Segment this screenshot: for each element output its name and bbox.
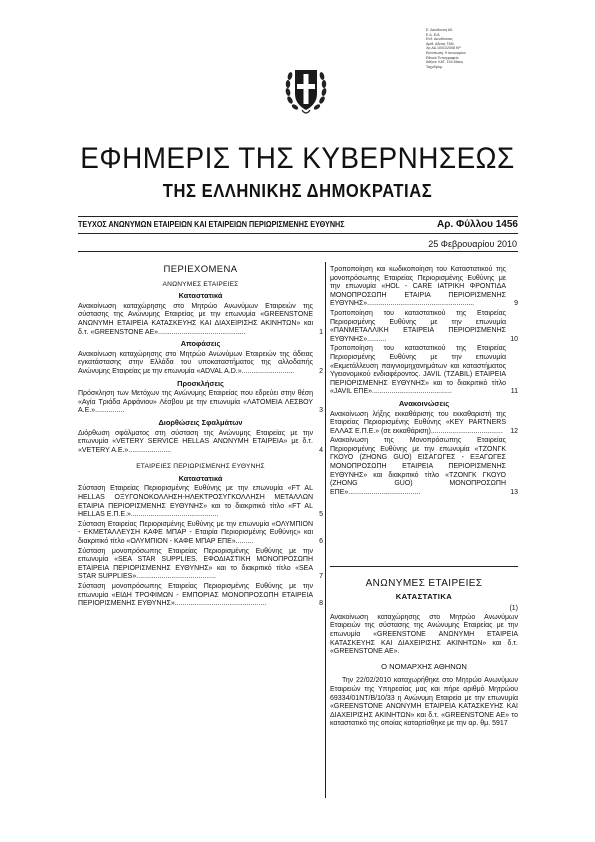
contents-entry[interactable]: Ανακοίνωση καταχώρησης στο Μητρώο Ανωνύμων Εταιρειών της άδειας εγκατάστασης στην Ελλάδα του υποκαταστήματος της αλλοδαπής Ανώνυμης Εταιρείας με την επωνυμία «ADVAL A.D.»........................... 2 [78, 350, 323, 375]
issue-type: ΤΕΥΧΟΣ ΑΝΩΝΥΜΩΝ ΕΤΑΙΡΕΙΩΝ ΚΑΙ ΕΤΑΙΡΕΙΩΝ ΠΕΡΙΩΡΙΣΜΕΝΗΣ ΕΥΘΥΝΗΣ [78, 220, 345, 229]
sub-katastatika: Καταστατικά [178, 291, 223, 301]
imprint-line: Ταχυδρόμ. [426, 64, 443, 69]
right-column [330, 266, 518, 498]
contents-entry[interactable]: Σύσταση Εταιρείας Περιορισμένης Ευθύνης με την επωνυμία «ΟΛΥΜΠΙΟΝ - ΕΚΜΕΤΑΛΛΕΥΣΗ ΚΑΦΕ ΜΠΑΡ - Εταιρία Περιορισμένης Ευθύνης» και διακριτικό τίτλο «ΟΛΥΜΠΙΟΝ - ΚΑΦΕ ΜΠΑΡ ΕΠΕ»......... 6 [78, 520, 323, 546]
contents-entry[interactable]: Ανακοίνωση καταχώρησης στο Μητρώο Ανωνύμων Εταιρειών της σύστασης της Ανώνυμης Εταιρείας με την επωνυμία «GREENSTONE ΑΝΩΝΥΜΗ ΕΤΑΙΡΕΙΑ ΚΑΤΑΣΚΕΥΗΣ ΚΑΙ ΔΙΑΧΕΙΡΙΣΗΣ ΑΚΙΝΗΤΩΝ» και δ.τ. «GREENSTONE AE»............................................. 1 [78, 302, 323, 336]
sub-apofaseis: Αποφάσεις [180, 339, 221, 349]
page-number: 12 [510, 427, 518, 435]
announcement-title: Ανακοίνωση καταχώρησης στο Μητρώο Ανωνύμων Εταιρειών της σύστασης της Ανώνυμης Εταιρείας με την επωνυμία «GREENSTONE ΑΝΩΝΥΜΗ ΕΤΑΙΡΕΙΑ ΚΑΤΑΣΚΕΥΗΣ ΚΑΙ ΔΙΑΧΕΙΡΙΣΗΣ ΑΚΙΝΗΤΩΝ» και δ.τ. «GREENSTONE AE». [330, 613, 518, 656]
imprint-line: Ενδ. Διευθύνσεις [426, 37, 453, 42]
page-number: 10 [510, 335, 518, 343]
imprint-line: Ε. Διεύθυνση Αδ. [426, 28, 454, 32]
contents-entry[interactable]: Διόρθωση σφάλματος στη σύσταση της Ανώνυμης Εταιρείας με την επωνυμία «VETERY SERVICE HELLAS ΑΝΩΝΥΜΗ ΕΤΑΙΡΕΙΑ» με δ.τ. «VETERY A.E.»...................... 4 [78, 429, 323, 454]
imprint-line: Εθνικό Τυπογραφείο [426, 55, 459, 60]
page-number: 11 [510, 388, 518, 396]
body-text [330, 580, 518, 735]
body-sub-heading: ΚΑΤΑΣΤΑΤΙΚΑ [395, 591, 453, 601]
date-rule [78, 251, 518, 252]
authority: Ο ΝΟΜΑΡΧΗΣ ΑΘΗΝΩΝ [381, 661, 467, 671]
print-imprint [426, 28, 484, 69]
gazette-title: ΕΦΗΜΕΡΙΣ ΤΗΣ ΚΥΒΕΡΝΗΣΕΩΣ [80, 142, 515, 175]
contents-entry[interactable]: Σύσταση Εταιρείας Περιορισμένης Ευθύνης με την επωνυμία «FT AL HELLAS ΟΞΥΓΟΝΟΚΟΛΛΗΣΗ-ΗΛΕΚΤΡΟΣΥΓΚΟΛΛΗΣΗ ΜΕΤΑΛΛΩΝ ΕΤΑΙΡΙΑ ΠΕΡΙΟΡΙΣΜΕΝΗΣ ΕΥΘΥΝΗΣ» και το διακριτικό τίτλο «FT AL HELLAS Ε.Π.Ε.»............................................. 5 [78, 485, 323, 519]
imprint-line: Αθήνα: ΚΑΤ. 104 Μάιος [426, 60, 464, 65]
page-number: 13 [510, 488, 518, 496]
contents-entry[interactable]: Σύσταση μονοπρόσωπης Εταιρείας Περιορισμένης Ευθύνης με την επωνυμία «ΕΙΔΗ ΤΡΟΦΙΜΩΝ - ΕΜΠΟΡΙΑΣ ΜΟΝΟΠΡΟΣΩΠΗ ΕΤΑΙΡΕΙΑ ΠΕΡΙΟΡΙΣΜΕΝΗΣ ΕΥΘΥΝΗΣ»............................................... 8 [78, 583, 323, 608]
page-number: 7 [319, 573, 323, 581]
sub-proskliseis: Προσκλήσεις [177, 378, 224, 388]
contents-entry[interactable]: Ανακοίνωση λήξης εκκαθάρισης του εκκαθαριστή της Εταιρείας Περιορισμένης Ευθύνης «KEY PARTNERS ΕΛΛΑΣ Ε.Π.Ε.» (σε εκκαθάριση)..................................... 12 [330, 410, 518, 435]
contents-column [78, 266, 323, 610]
page-number: 9 [514, 300, 518, 308]
gazette-subtitle: ΤΗΣ ΕΛΛΗΝΙΚΗΣ ΔΗΜΟΚΡΑΤΙΑΣ [162, 181, 433, 201]
contents-entry[interactable]: Ανακοίνωση της Μονοπρόσωπης Εταιρείας Περιορισμένης Ευθύνης με την επωνυμία «ΤΖΟΝΓΚ ΓΚΟΥΟ (ZHONG GUO) ΕΙΣΑΓΩΓΕΣ - ΕΞΑΓΩΓΕΣ ΜΟΝΟΠΡΟΣΩΠΗ ΕΤΑΙΡΕΙΑ ΠΕΡΙΟΡΙΣΜΕΝΗΣ ΕΥΘΥΝΗΣ» και διακριτικό τίτλο «ΤΖΟΝΓΚ ΓΚΟΥΟ (ZHONG GUO) ΜΟΝΟΠΡΟΣΩΠΗ ΕΠΕ»..................................... 13 [330, 437, 518, 496]
sub-katastatika-epe: Καταστατικά [178, 473, 223, 483]
coat-of-arms-icon [284, 60, 328, 120]
contents-end-rule [330, 566, 518, 567]
imprint-line: Ε.Δ. Ε/Α [426, 32, 440, 37]
sub-diorthoseis: Διορθώσεις Σφαλμάτων [158, 417, 243, 427]
body-section-heading: ΑΝΩΝΥΜΕΣ ΕΤΑΙΡΕΙΕΣ [365, 578, 483, 589]
page-number: 3 [319, 407, 323, 415]
page-number: 5 [319, 511, 323, 519]
page-number: 6 [319, 538, 323, 546]
page-number: 2 [319, 367, 323, 375]
imprint-line: Χρ.ΑΔ 10/01/2008 ΚΡ [426, 46, 461, 51]
sheet-number: Αρ. Φύλλου 1456 [437, 219, 518, 230]
page-number: 4 [319, 446, 323, 454]
imprint-line: Εκτύπωση: 9 Ιανουαρίου [426, 50, 466, 55]
issue-date: 25 Φεβρουαρίου 2010 [428, 239, 517, 249]
imprint-line: Αριθ. Αδείας ΤΑΝ. [426, 41, 455, 46]
column-divider [325, 262, 326, 798]
page-number: 8 [319, 600, 323, 608]
contents-entry[interactable]: Πρόσκληση των Μετόχων της Ανώνυμης Εταιρείας που εδρεύει στην θέση «Αγία Τριάδα Αρφάνιου» Λέσβου με την επωνυμία «ΛΑΤΟΜΕΙΑ ΛΕΣΒΟΥ Α.Ε.»............... 3 [78, 390, 323, 415]
sub-anakoinoseis: Ανακοινώσεις [398, 398, 450, 408]
header-rule-top [78, 216, 518, 217]
page-number: 1 [319, 328, 323, 336]
announcement-text: Την 22/02/2010 καταχωρήθηκε στο Μητρώο Ανωνύμων Εταιρειών της Υπηρεσίας μας και πήρε αριθμό Μητρώου 69334/01ΝΤ/Β/10/33 η Ανώνυμη Εταιρεία με την επωνυμία «GREENSTONE ΑΝΩΝΥΜΗ ΕΤΑΙΡΕΙΑ ΚΑΤΑΣΚΕΥΗΣ ΚΑΙ ΔΙΑΧΕΙΡΙΣΗΣ ΑΚΙΝΗΤΩΝ» και δ.τ. «GREENSTONE AE» το καταστατικό της οποίας καταρτίσθηκε με την αρ. θμ. 5917 [330, 677, 518, 728]
section-ae: ΑΝΩΝΥΜΕΣ ΕΤΑΙΡΕΙΕΣ [162, 280, 239, 288]
section-epe: ΕΤΑΙΡΕΙΕΣ ΠΕΡΙΩΡΙΣΜΕΝΗΣ ΕΥΘΥΝΗΣ [136, 463, 265, 471]
contents-entry[interactable]: Τροποποίηση του καταστατικού της Εταιρείας Περιορισμένης Ευθύνης με την επωνυμία «ΠΑΝΜΕΤΑΛΛΙΚΗ ΕΤΑΙΡΕΙΑ ΠΕΡΙΟΡΙΣΜΕΝΗΣ ΕΥΘΥΝΗΣ».......... 10 [330, 309, 518, 343]
header-rule-bottom [78, 233, 518, 234]
contents-entry[interactable]: Τροποποίηση του καταστατικού της Εταιρείας Περιορισμένης Ευθύνης με την επωνυμία «Εκμετάλλευση παιγνιομηχανημάτων και καταστήματος Υγειονομικού ενδιαφέροντος. JAVIL (TZABIL) ΕΤΑΙΡΕΙΑ ΠΕΡΙΟΡΙΣΜΕΝΗΣ ΕΥΘΥΝΗΣ» και το διακριτικό τίτλο «JAVIL ΕΠΕ»......................................... 11 [330, 345, 518, 396]
contents-entry[interactable]: Τροποποίηση και κωδικοποίηση του Καταστατικού της μονοπρόσωπης Εταιρείας Περιορισμένης Ευθύνης με την επωνυμία «HOL - CARE ΙΑΤΡΙΚΗ ΦΡΟΝΤΙΔΑ ΜΟΝΟΠΡΟΣΩΠΗ ΕΤΑΙΡΙΑ ΠΕΡΙΟΡΙΣΜΕΝΗΣ ΕΥΘΥΝΗΣ»....................................................... 9 [330, 266, 518, 308]
contents-heading: ΠΕΡΙΕΧΟΜΕΝΑ [163, 264, 238, 275]
contents-entry[interactable]: Σύσταση μονοπρόσωπης Εταιρείας Περιορισμένης Ευθύνης με την επωνυμία «SEA STAR SUPPLIES. ΕΦΟΔΙΑΣΤΙΚΗ ΜΟΝΟΠΡΟΣΩΠΗ ΕΤΑΙΡΕΙΑ ΠΕΡΙΟΡΙΣΜΕΝΗΣ ΕΥΘΥΝΗΣ» και το διακριτικό τίτλο «SEA STAR SUPPLIES»......................................... 7 [78, 547, 323, 581]
item-number: (1) [509, 605, 518, 613]
